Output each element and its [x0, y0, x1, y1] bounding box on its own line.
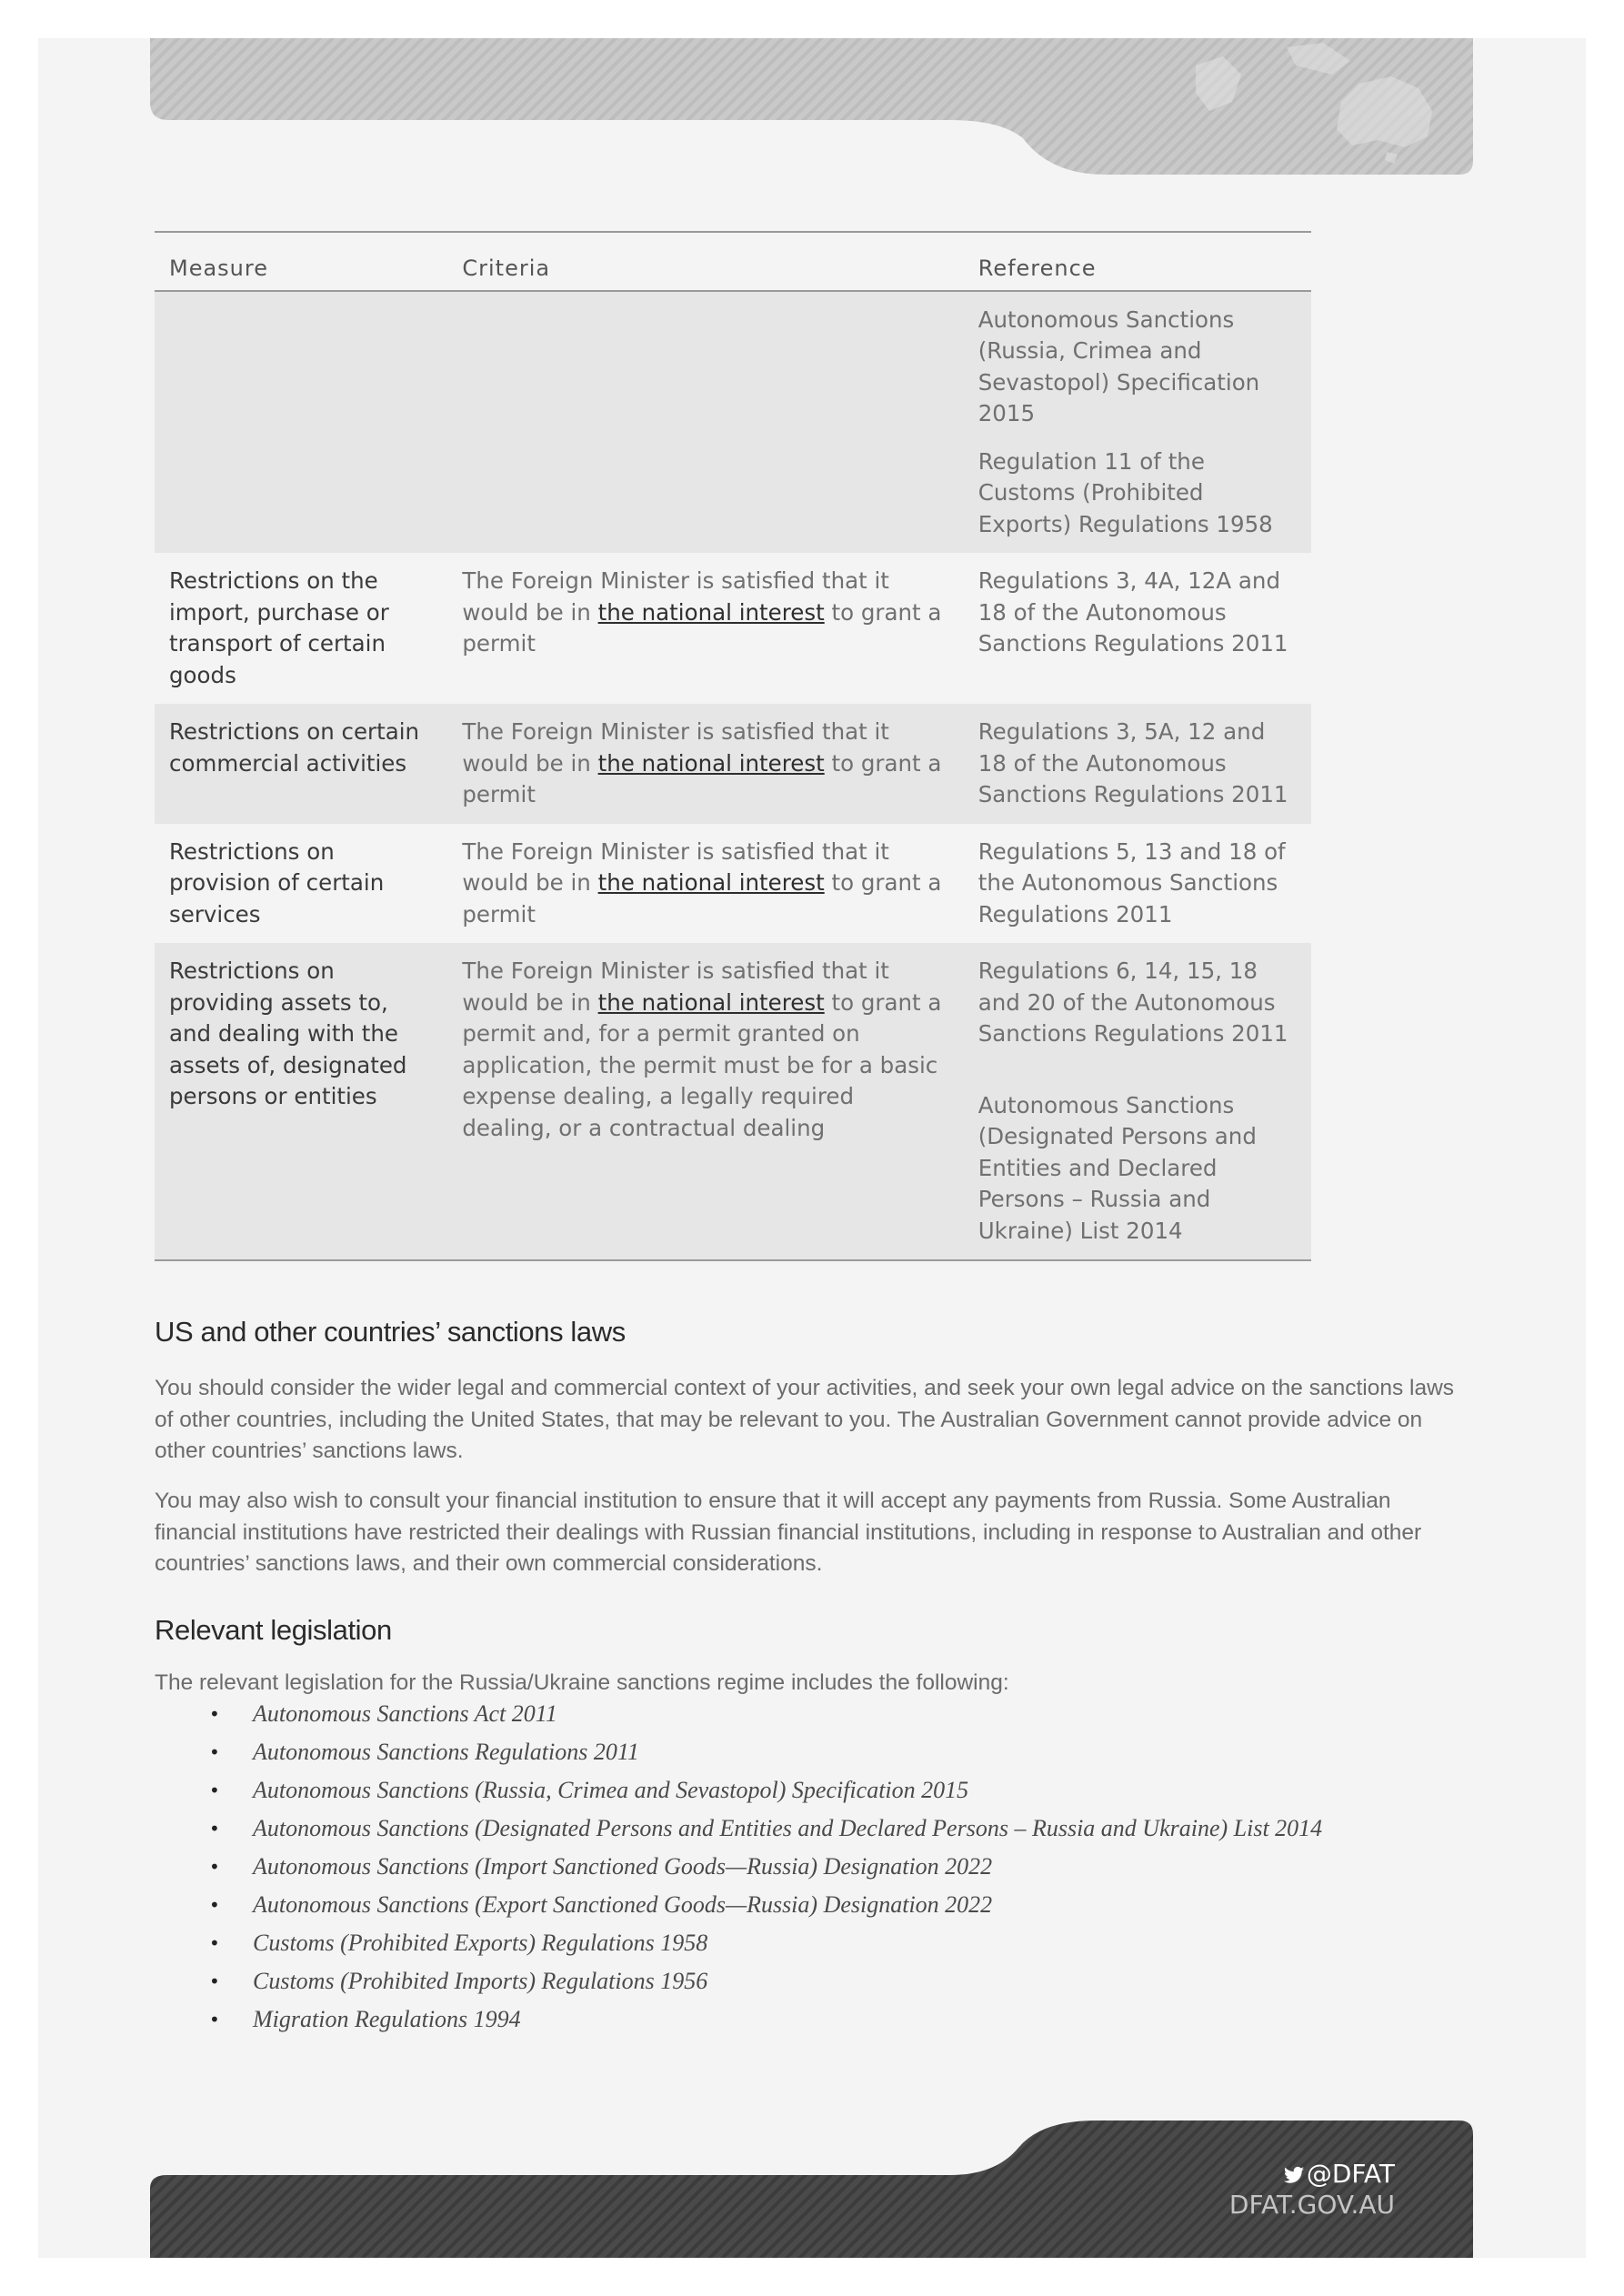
twitter-icon — [1284, 2166, 1304, 2184]
table-row — [155, 553, 1311, 704]
list-item — [202, 1924, 1322, 1962]
reference-cell — [964, 943, 1311, 1260]
legislation-item: Migration Regulations 1994 — [253, 2006, 521, 2032]
reference-text: Regulations 6, 14, 15, 18 and 20 of the Autonomous Sanctions Regulations 2011 — [977, 958, 1288, 1047]
measure-cell: Restrictions on provision of certain services — [155, 824, 447, 944]
column-header-reference: Reference — [964, 232, 1311, 291]
measure-cell: Restrictions on providing assets to, and dealing with the assets of, designated persons or entities — [155, 943, 447, 1260]
legislation-item: Autonomous Sanctions Regulations 2011 — [253, 1739, 639, 1765]
us-sanctions-heading: US and other countries’ sanctions laws — [155, 1316, 626, 1348]
sanctions-table — [155, 231, 1311, 1261]
legislation-item: Autonomous Sanctions (Export Sanctioned Goods—Russia) Designation 2022 — [253, 1891, 993, 1918]
reference-cell: Regulations 3, 4A, 12A and 18 of the Autonomous Sanctions Regulations 2011 — [964, 553, 1311, 704]
criteria-text: to grant a permit — [462, 598, 942, 657]
criteria-text: to grant a permit and, for a permit granted on application, the permit must be for a basic expense dealing, a legally required dealing, or a contractual dealing — [462, 988, 942, 1141]
criteria-cell — [447, 553, 963, 704]
list-item — [202, 1848, 1322, 1886]
legislation-item: Autonomous Sanctions Act 2011 — [253, 1700, 557, 1727]
bullet-icon: • — [209, 2009, 220, 2030]
us-sanctions-paragraph-1: You should consider the wider legal and commercial context of your activities, and seek your own legal advice on the sanctions laws of other countries, including the United States, that may be relevant to you. The Australian Government cannot provide advice on other countries’ sanctions laws. — [155, 1376, 1455, 1463]
legislation-item: Autonomous Sanctions (Import Sanctioned Goods—Russia) Designation 2022 — [253, 1853, 993, 1880]
legislation-item: Customs (Prohibited Imports) Regulations 1956 — [253, 1968, 708, 1994]
reference-text: Autonomous Sanctions (Designated Persons and Entities and Declared Persons – Russia and Ukraine) List 2014 — [977, 1091, 1257, 1244]
criteria-text: The Foreign Minister is satisfied that it would be in — [462, 958, 889, 1016]
list-item — [202, 1695, 1322, 1733]
header-banner — [150, 38, 1473, 175]
table-row — [155, 704, 1311, 824]
criteria-text: The Foreign Minister is satisfied that it would be in — [462, 837, 889, 896]
measure-cell: Restrictions on the import, purchase or transport of certain goods — [155, 553, 447, 704]
criteria-text: The Foreign Minister is satisfied that it would be in — [462, 718, 889, 777]
bullet-icon: • — [209, 1703, 220, 1725]
reference-text: Autonomous Sanctions (Russia, Crimea and Sevastopol) Specification 2015 — [977, 306, 1260, 426]
document-page — [38, 38, 1586, 2258]
twitter-handle-text: @DFAT — [1306, 2159, 1395, 2189]
reference-cell — [964, 291, 1311, 554]
table-header-row — [155, 232, 1311, 291]
table-row — [155, 291, 1311, 554]
list-item — [202, 2000, 1322, 2039]
column-header-criteria: Criteria — [447, 232, 963, 291]
criteria-cell — [447, 291, 963, 554]
list-item — [202, 1733, 1322, 1771]
bullet-icon: • — [209, 1818, 220, 1840]
website-link[interactable]: DFAT.GOV.AU — [1228, 2190, 1395, 2220]
bullet-icon: • — [209, 1894, 220, 1916]
national-interest-link[interactable]: the national interest — [597, 988, 825, 1016]
list-item — [202, 1886, 1322, 1924]
list-item — [202, 1962, 1322, 2000]
list-item — [202, 1771, 1322, 1810]
table-row — [155, 943, 1311, 1260]
reference-cell: Regulations 5, 13 and 18 of the Autonomous Sanctions Regulations 2011 — [964, 824, 1311, 944]
legislation-item: Autonomous Sanctions (Designated Persons and Entities and Declared Persons – Russia and Ukraine) List 2014 — [253, 1815, 1323, 1841]
measure-cell: Restrictions on certain commercial activities — [155, 704, 447, 824]
legislation-item: Customs (Prohibited Exports) Regulations 1958 — [253, 1930, 708, 1956]
bullet-icon: • — [209, 1856, 220, 1878]
national-interest-link[interactable]: the national interest — [597, 598, 825, 626]
us-sanctions-paragraph-2: You may also wish to consult your financial institution to ensure that it will accept any payments from Russia. Some Australian financial institutions have restricted their dealings with Russian financial institutions, including in response to Australian and other countries’ sanctions laws, and their own commercial considerations. — [155, 1489, 1422, 1576]
national-interest-link[interactable]: the national interest — [597, 749, 825, 777]
bullet-icon: • — [209, 1780, 220, 1801]
legislation-list — [202, 1695, 1322, 2039]
criteria-text: The Foreign Minister is satisfied that it would be in — [462, 567, 889, 626]
legislation-item: Autonomous Sanctions (Russia, Crimea and Sevastopol) Specification 2015 — [253, 1777, 969, 1803]
table-row — [155, 824, 1311, 944]
footer-social — [1229, 2159, 1395, 2221]
bullet-icon: • — [209, 1970, 220, 1992]
bullet-icon: • — [209, 1741, 220, 1763]
column-header-measure: Measure — [155, 232, 447, 291]
relevant-legislation-heading: Relevant legislation — [155, 1614, 392, 1646]
criteria-text: to grant a permit — [462, 749, 942, 807]
criteria-cell — [447, 943, 963, 1260]
list-item — [202, 1810, 1322, 1848]
reference-text: Regulation 11 of the Customs (Prohibited Exports) Regulations 1958 — [977, 447, 1273, 537]
footer-banner — [150, 2121, 1473, 2258]
criteria-text: to grant a permit — [462, 869, 942, 927]
legislation-intro: The relevant legislation for the Russia/Ukraine sanctions regime includes the following: — [155, 1670, 1009, 1695]
bullet-icon: • — [209, 1932, 220, 1954]
twitter-handle[interactable] — [1229, 2159, 1395, 2190]
criteria-cell — [447, 824, 963, 944]
national-interest-link[interactable]: the national interest — [597, 869, 825, 896]
measure-cell — [155, 291, 447, 554]
reference-cell: Regulations 3, 5A, 12 and 18 of the Autonomous Sanctions Regulations 2011 — [964, 704, 1311, 824]
criteria-cell — [447, 704, 963, 824]
